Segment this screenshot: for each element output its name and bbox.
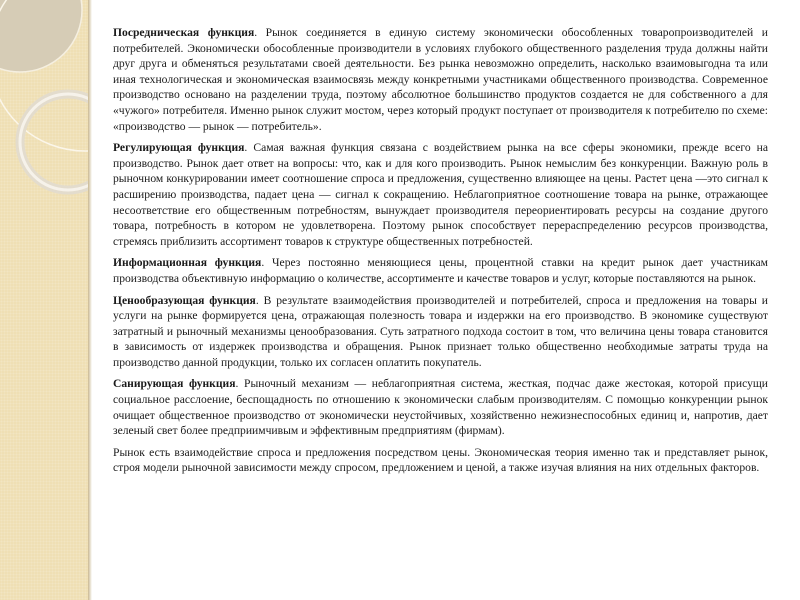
document-body xyxy=(113,25,768,482)
paragraph-term: Ценообразующая функция xyxy=(113,293,256,307)
paragraph-sanitizing xyxy=(113,376,768,438)
paragraph-intermediary xyxy=(113,25,768,134)
paragraph-text: . В результате взаимодействия производителей и потребителей, спроса и предложения на товары и услуги на рынке формируется цена, отражающая полезность товара и издержки на его производство. В экономике существуют затратный и рыночный механизмы ценообразования. Суть затратного подхода состоит в том, что величина цены товара становится в зависимость от издержек производства и обращения. Рынок признает только общественно необходимые затраты труда на производство данной продукции, только их согласен оплатить покупатель. xyxy=(113,293,768,369)
paragraph-term: Регулирующая функция xyxy=(113,141,245,155)
paragraph-regulating xyxy=(113,140,768,249)
decorative-disc xyxy=(0,0,82,72)
decorative-circles xyxy=(0,0,88,600)
decorative-ring xyxy=(20,94,88,190)
paragraph-pricing xyxy=(113,293,768,371)
paragraph-text: . Через постоянно меняющиеся цены, процентной ставки на кредит рынок дает участникам производства объективную информацию о количестве, ассортименте и качестве товаров и услуг, которые поставляются на рынок. xyxy=(113,256,768,285)
paragraph-term: Санирующая функция xyxy=(113,377,236,391)
paragraph-text: Рынок есть взаимодействие спроса и предложения посредством цены. Экономическая теория именно так и представляет рынок, строя модели рыночной зависимости между спросом, предложением и ценой, а также изучая влияния на них отдельных факторов. xyxy=(113,445,768,475)
paragraph-term: Информационная функция xyxy=(113,256,262,270)
paragraph-text: . Рыночный механизм — неблагоприятная система, жесткая, подчас даже жестокая, которой присущи социальное расслоение, беспощадность по отношению к экономически слабым производителям. С помощью конкуренции рынок очищает общественное производство от экономически неустойчивых, хозяйственно нежизнеспособных единиц и, напротив, дает зеленый свет более предприимчивым и эффективным предприятиям (фирмам). xyxy=(113,377,768,438)
paragraph-informational xyxy=(113,255,768,286)
paragraph-text: . Самая важная функция связана с воздействием рынка на все сферы экономики, прежде всего на производство. Рынок дает ответ на вопросы: что, как и для кого производить. Рынок немыслим без конкуренции. Важную роль в рыночном конкурировании имеет соотношение спроса и предложения, существенно влияющее на цены. Растет цена —это сигнал к расширению производства, падает цена — сигнал к сокращению. Неблагоприятное соотношение товара на рынке, отражающее несоответствие его общественным потребностям, вынуждает производителя переориентировать ресурсы на создание другого товара, потребность в котором не удовлетворена. Поэтому рынок способствует перераспределению ресурсов производства, стремясь приблизить ассортимент товаров к структуре общественных потребностей. xyxy=(113,141,769,248)
paragraph-term: Посредническая функция xyxy=(113,26,255,39)
paragraph-conclusion xyxy=(113,445,768,476)
paragraph-text: . Рынок соединяется в единую систему экономически обособленных товаропроизводителей и потребителей. Экономически обособленные производители в условиях глубокого общественного разделения труда должны найти друг друга и обменяться результатами своей деятельности. Без рынка невозможно определить, насколько взаимовыгодна та или иная технологическая и экономическая взаимосвязь между конкретными участниками общественного производства. Современное производство основано на разделении труда, поэтому абсолютное большинство продуктов создается не для собственного а для «чужого» потребителя. Именно рынок служит мостом, через который продукт поступает от производителя к потребителю по схеме: «производство — рынок — потребитель». xyxy=(113,26,768,133)
decorative-side-strip xyxy=(0,0,88,600)
strip-shadow xyxy=(88,0,92,600)
